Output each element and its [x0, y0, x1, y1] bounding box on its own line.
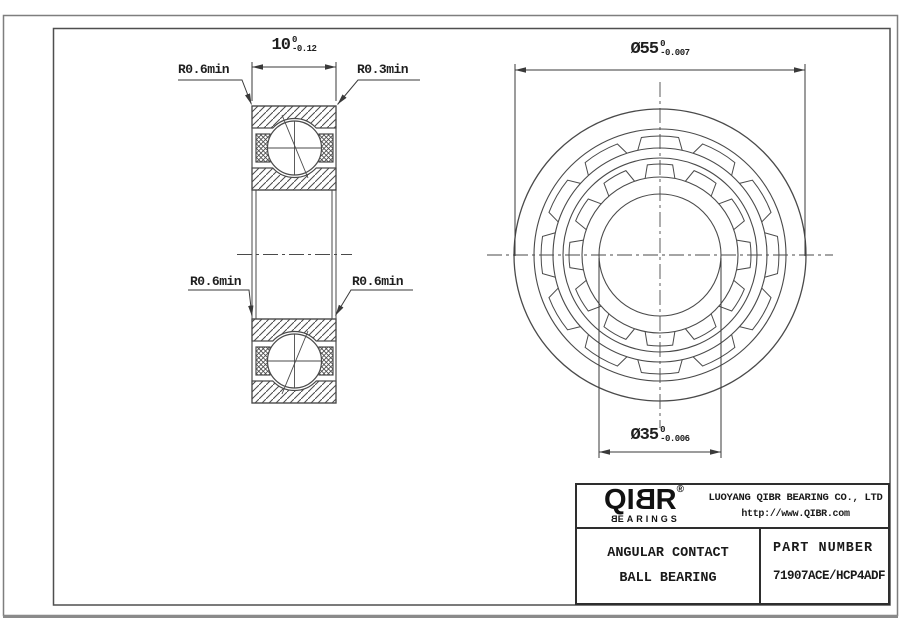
title-block-body-row — [577, 529, 888, 603]
product-line2: BALL BEARING — [619, 571, 717, 586]
od-tolerance: 0 -0.007 — [660, 39, 690, 58]
product-line1: ANGULAR CONTACT — [607, 546, 729, 561]
bore-tolerance: 0 -0.006 — [660, 425, 690, 444]
title-block-header-row — [577, 485, 888, 529]
logo — [577, 484, 703, 525]
outer-diameter-dimension — [600, 40, 720, 59]
part-number-label: PART NUMBER — [773, 541, 874, 556]
bore-value: Ø35 — [630, 426, 659, 445]
company-info — [703, 492, 888, 520]
cross-section-view — [237, 106, 352, 403]
front-view — [487, 82, 833, 428]
od-value: Ø55 — [630, 40, 659, 59]
part-number-value: 71907ACE/HCP4ADF — [773, 569, 886, 583]
part-info — [761, 529, 888, 603]
front-view-centerlines — [487, 82, 833, 428]
company-website: http://www.QIBR.com — [741, 509, 850, 520]
radius-label-top-right: R0.3min — [357, 62, 409, 77]
product-description — [577, 529, 761, 603]
radius-label-bottom-right: R0.6min — [352, 274, 404, 289]
title-block — [575, 483, 890, 605]
logo-wordmark: QI B R ® — [604, 484, 684, 516]
company-name: LUOYANG QIBR BEARING CO., LTD — [708, 492, 883, 504]
width-tolerance: 0 -0.12 — [291, 35, 317, 54]
bore-diameter-dimension — [600, 426, 720, 445]
width-value: 10 — [271, 36, 290, 55]
radius-label-top-left: R0.6min — [178, 62, 230, 77]
width-dimension — [252, 36, 336, 55]
radius-label-bottom-left: R0.6min — [190, 274, 242, 289]
lower-section — [252, 319, 336, 403]
logo-tagline: BEARINGS — [608, 514, 680, 524]
registered-mark: ® — [676, 484, 684, 495]
upper-section — [252, 106, 336, 190]
